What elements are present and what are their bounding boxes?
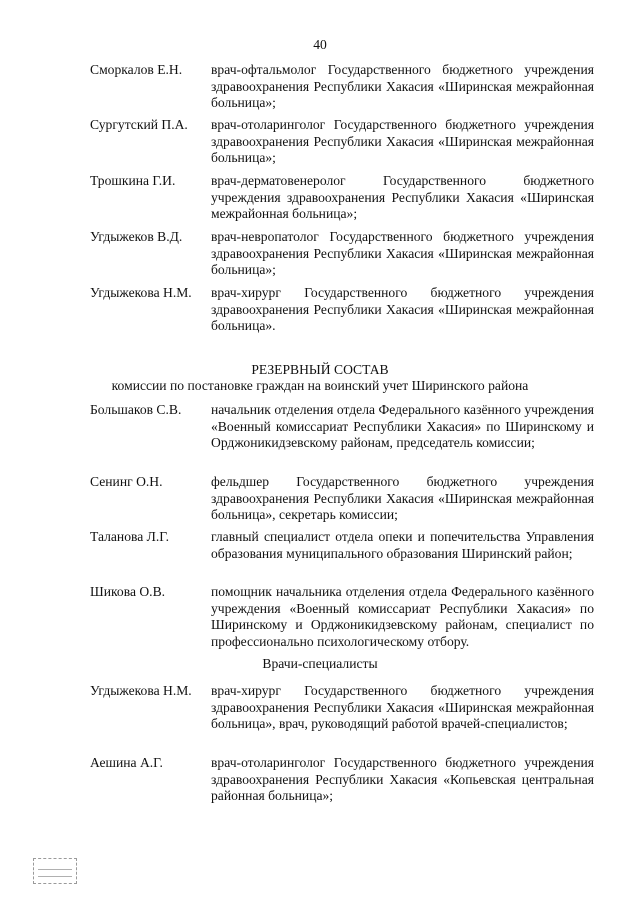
member-name: Угдыжекова Н.М. <box>90 285 192 300</box>
member-position: фельдшер Государственного бюджетного учреждения здравоохранения Республики Хакасия «Ширинская межрайонная больница», секретарь комиссии; <box>211 474 594 523</box>
member-name: Сургутский П.А. <box>90 117 188 132</box>
member-position: врач-отоларинголог Государственного бюджетного учреждения здравоохранения Республики Хакасия «Ширинская межрайонная больница»; <box>211 117 594 166</box>
member-position: помощник начальника отделения отдела Федерального казённого учреждения «Военный комиссариат Республики Хакасия» по Ширинскому и Орджоникидзевскому районам, специалист по профессионально психологическому отбору. <box>211 584 594 649</box>
member-name: Угдыжеков В.Д. <box>90 229 183 244</box>
member-name: Таланова Л.Г. <box>90 529 170 544</box>
member-name: Сенинг О.Н. <box>90 474 163 489</box>
stamp-scribble <box>38 864 72 870</box>
member-position: начальник отделения отдела Федерального казённого учреждения «Военный комиссариат Республики Хакасия» по Ширинскому и Орджоникидзевскому районам, председатель комиссии; <box>211 402 594 451</box>
member-position: врач-офтальмолог Государственного бюджетного учреждения здравоохранения Республики Хакасия «Ширинская межрайонная больница»; <box>211 62 594 111</box>
member-position: главный специалист отдела опеки и попечительства Управления образования муниципального образования Ширинский район; <box>211 529 594 561</box>
member-name: Шикова О.В. <box>90 584 166 599</box>
member-name: Угдыжекова Н.М. <box>90 683 192 698</box>
member-position: врач-хирург Государственного бюджетного учреждения здравоохранения Республики Хакасия «Ширинская межрайонная больница», врач, руководящий работой врачей-специалистов; <box>211 683 594 732</box>
member-position: врач-невропатолог Государственного бюджетного учреждения здравоохранения Республики Хакасия «Ширинская межрайонная больница»; <box>211 229 594 278</box>
member-name: Сморкалов Е.Н. <box>90 62 183 77</box>
page-number: 40 <box>313 37 327 52</box>
copy-stamp <box>33 858 77 884</box>
stamp-scribble <box>38 871 72 877</box>
reserve-title: РЕЗЕРВНЫЙ СОСТАВ <box>251 362 389 377</box>
member-position: врач-дерматовенеролог Государственного бюджетного учреждения здравоохранения Республики Хакасия «Ширинская межрайонная больница»; <box>211 173 594 222</box>
member-position: врач-хирург Государственного бюджетного учреждения здравоохранения Республики Хакасия «Ширинская межрайонная больница». <box>211 285 594 334</box>
member-name: Большаков С.В. <box>90 402 182 417</box>
member-name: Трошкина Г.И. <box>90 173 176 188</box>
member-name: Аешина А.Г. <box>90 755 163 770</box>
reserve-subtitle: комиссии по постановке граждан на воинский учет Ширинского района <box>111 378 529 393</box>
member-position: врач-отоларинголог Государственного бюджетного учреждения здравоохранения Республики Хакасия «Копьевская центральная районная больница»; <box>211 755 594 804</box>
doctors-heading: Врачи-специалисты <box>262 656 378 671</box>
